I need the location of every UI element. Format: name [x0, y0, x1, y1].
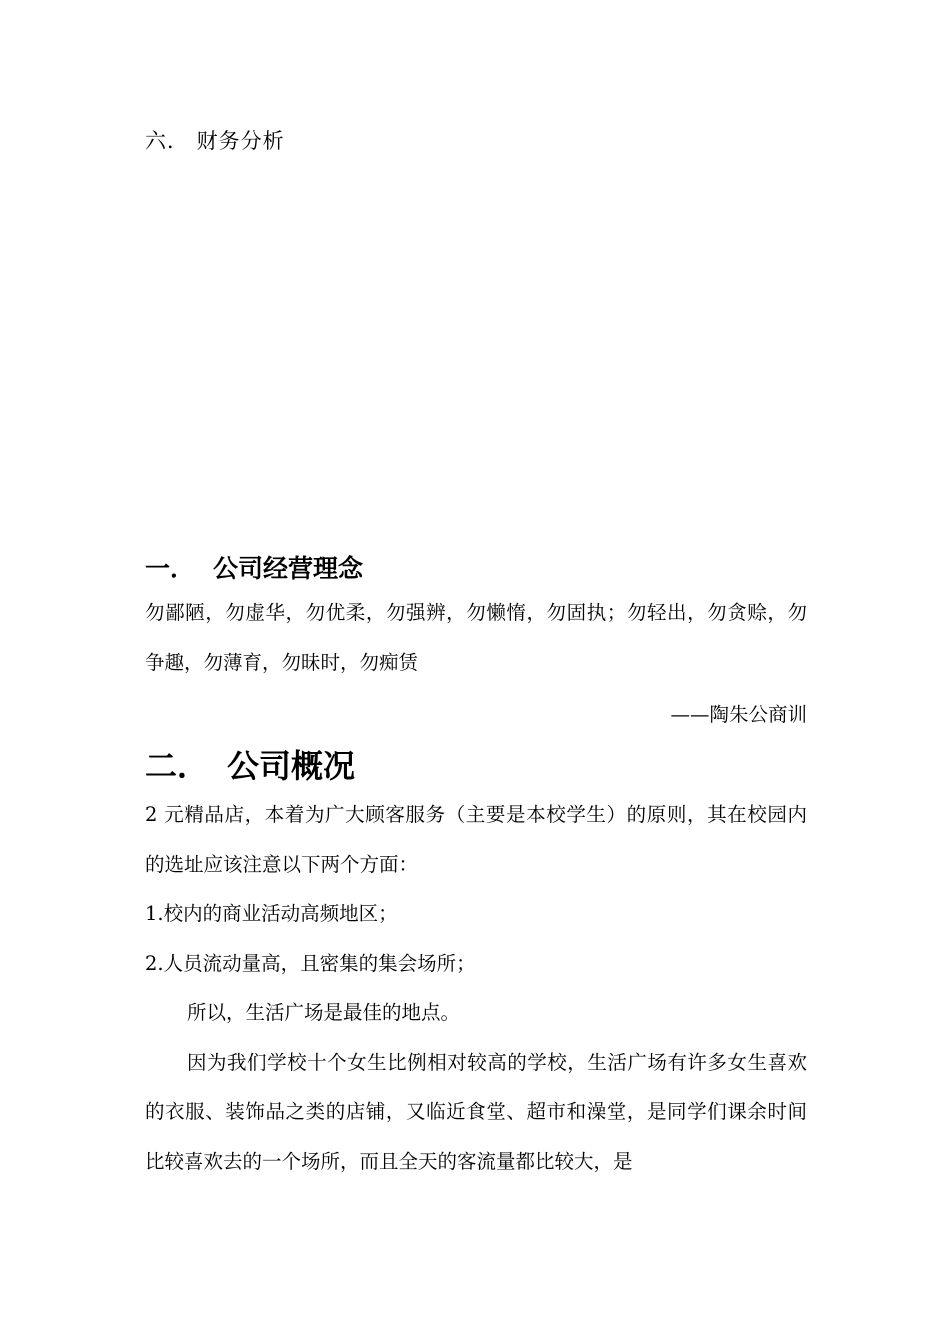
overview-list-item-1: 1.校内的商业活动高频地区；: [145, 902, 398, 925]
overview-list-item-2: 2.人员流动量高，且密集的集会场所；: [145, 951, 476, 975]
toc-entry-finance: [145, 124, 807, 158]
section-number: 二．: [145, 747, 210, 785]
overview-paragraph-reason: 因为我们学校十个女生比例相对较高的学校，生活广场有许多女生喜欢的衣服、装饰品之类的店铺，又临近食堂、超市和澡堂，是同学们课余时间比较喜欢去的一个场所，而且全天的客流量都比较大，是: [145, 1050, 807, 1173]
toc-entry-text: 六． 财务分析: [145, 129, 285, 153]
section-title: 公司经营理念: [213, 554, 364, 583]
overview-paragraph-intro: 2 元精品店，本着为广大顾客服务（主要是本校学生）的原则，其在校园内的选址应该注意以下两个方面：: [145, 803, 807, 876]
overview-body: [145, 790, 807, 1186]
section-number: 一．: [145, 554, 196, 583]
section-title: 公司概况: [227, 747, 356, 785]
section-heading-philosophy: [145, 550, 807, 588]
section-heading-overview: [145, 742, 807, 790]
motto-text: 勿鄙陋，勿虚华，勿优柔，勿强辨，勿懒惰，勿固执；勿轻出，勿贪赊，勿争趣，勿薄育，勿昧时，勿痴赁: [145, 601, 807, 674]
overview-paragraph-conclusion: 所以，生活广场是最佳的地点。: [187, 1001, 461, 1024]
motto-attribution: ——陶朱公商训: [670, 703, 807, 726]
motto-paragraph: [145, 588, 807, 687]
